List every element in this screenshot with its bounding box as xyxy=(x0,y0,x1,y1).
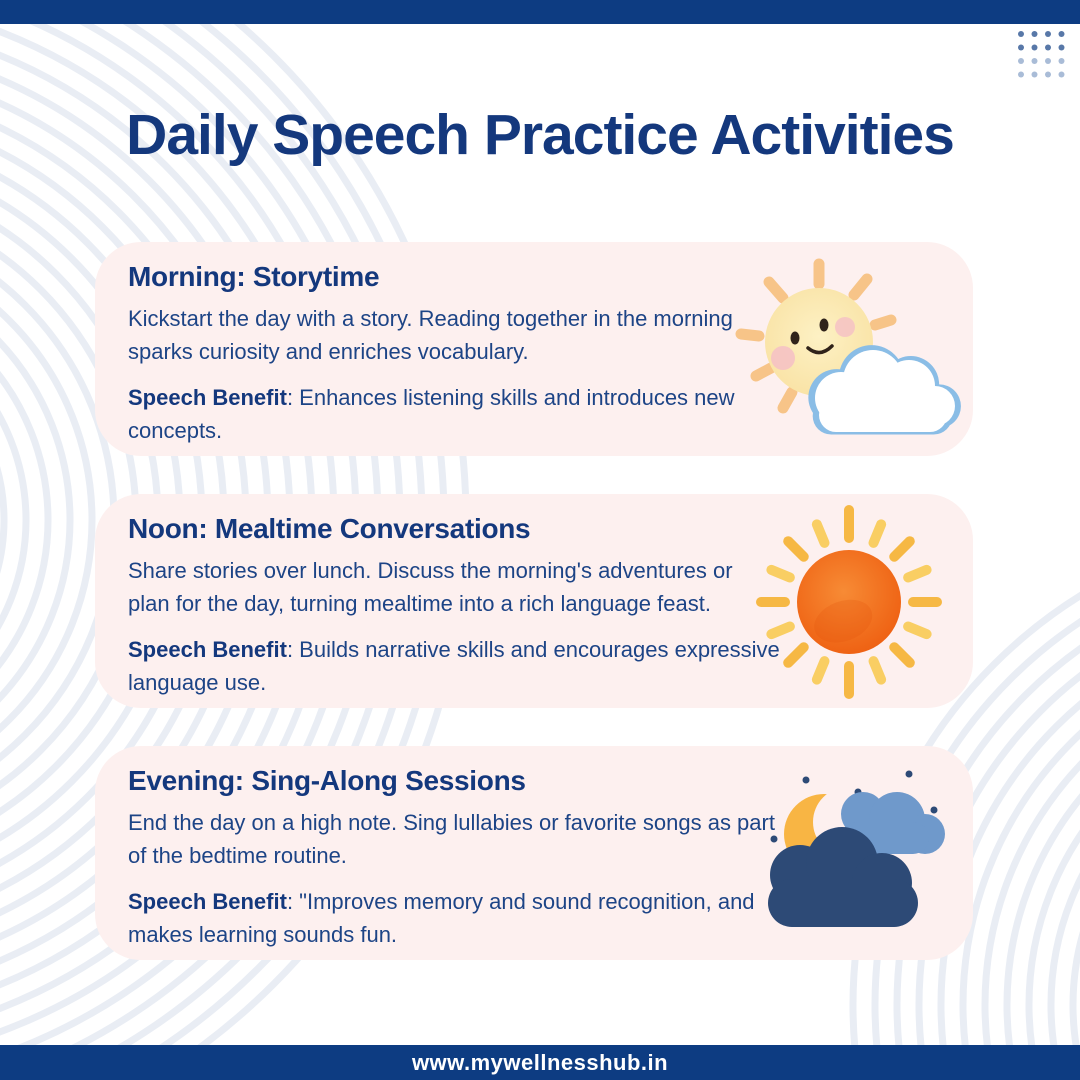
benefit-label: Speech Benefit xyxy=(128,637,287,662)
top-accent-bar xyxy=(0,0,1080,24)
card-noon-text xyxy=(128,513,780,712)
card-morning-heading: Morning: Storytime xyxy=(128,261,380,292)
benefit-label: Speech Benefit xyxy=(128,385,287,410)
benefit-text: : "Improves memory and sound recognition, and makes learning sounds fun. xyxy=(128,889,755,947)
card-noon-heading: Noon: Mealtime Conversations xyxy=(128,513,531,544)
card-evening-text xyxy=(128,765,780,964)
card-morning-description: Kickstart the day with a story. Reading together in the morning sparks curiosity and enriches vocabulary. xyxy=(128,306,733,364)
card-noon-benefit xyxy=(128,633,780,699)
card-morning-benefit xyxy=(128,381,780,447)
card-morning-text xyxy=(128,261,780,460)
card-morning xyxy=(95,242,973,456)
card-noon xyxy=(95,494,973,708)
website-link[interactable]: www.mywellnesshub.in xyxy=(411,1049,669,1075)
card-noon-description: Share stories over lunch. Discuss the morning's adventures or plan for the day, turning mealtime into a rich language feast. xyxy=(128,558,733,616)
card-evening xyxy=(95,746,973,960)
benefit-label: Speech Benefit xyxy=(128,889,287,914)
orange-sun-icon xyxy=(749,500,949,700)
benefit-text: : Enhances listening skills and introduces new concepts. xyxy=(128,385,735,443)
card-evening-heading: Evening: Sing-Along Sessions xyxy=(128,765,526,796)
card-evening-benefit xyxy=(128,885,780,951)
smiling-sun-cloud-icon xyxy=(711,244,971,454)
card-evening-description: End the day on a high note. Sing lullabies or favorite songs as part of the bedtime routine. xyxy=(128,810,775,868)
dots-grid-icon xyxy=(1014,27,1068,81)
page-title: Daily Speech Practice Activities xyxy=(126,103,954,167)
footer-bar xyxy=(0,1045,1080,1080)
benefit-text: : Builds narrative skills and encourages expressive language use. xyxy=(128,637,780,695)
moon-clouds-icon xyxy=(735,760,945,960)
